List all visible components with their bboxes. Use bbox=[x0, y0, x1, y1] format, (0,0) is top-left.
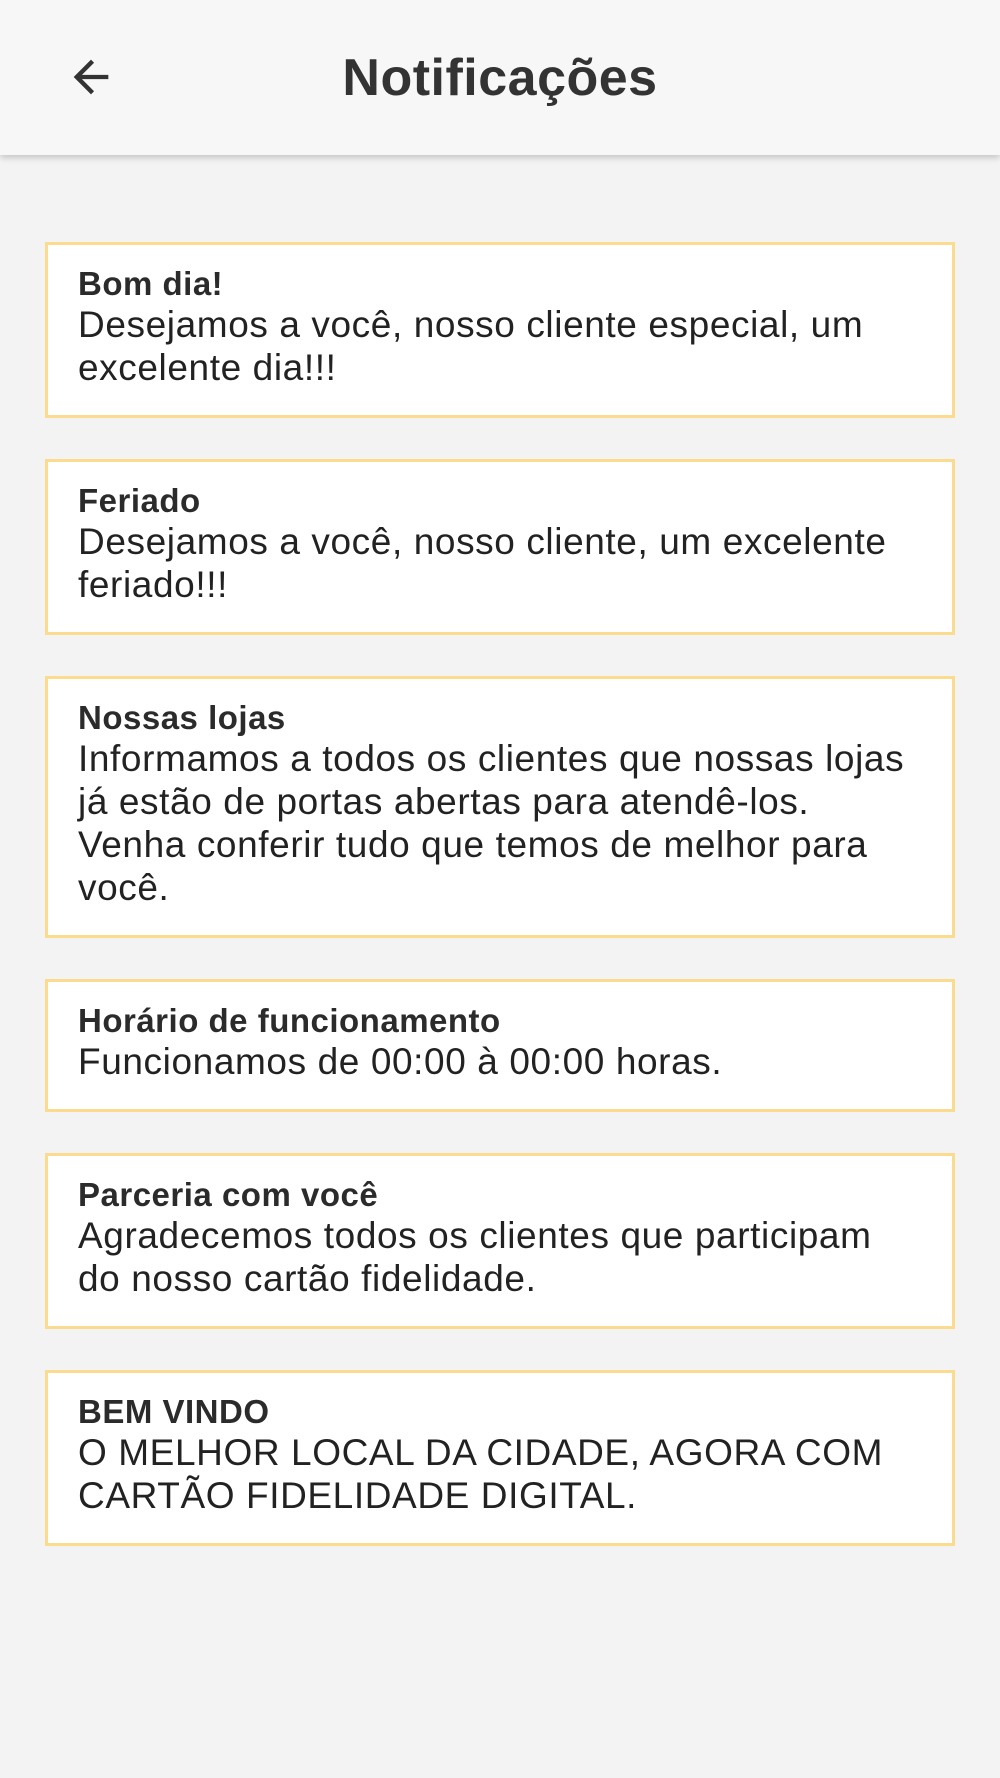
notification-message: Funcionamos de 00:00 à 00:00 horas. bbox=[78, 1041, 723, 1082]
back-button[interactable] bbox=[52, 38, 130, 116]
app-bar bbox=[0, 0, 1000, 155]
notification-title: Nossas lojas bbox=[78, 699, 286, 736]
notification-message: O MELHOR LOCAL DA CIDADE, AGORA COM CARTÃO FIDELIDADE DIGITAL. bbox=[78, 1432, 884, 1516]
notification-title: Parceria com você bbox=[78, 1176, 379, 1213]
notification-list bbox=[45, 242, 955, 1587]
notification-message: Desejamos a você, nosso cliente especial, um excelente dia!!! bbox=[78, 304, 864, 388]
notification-title: Bom dia! bbox=[78, 265, 224, 302]
notification-card-bom-dia[interactable] bbox=[45, 242, 955, 418]
notification-card-feriado[interactable] bbox=[45, 459, 955, 635]
notification-message: Informamos a todos os clientes que nossas lojas já estão de portas abertas para atendê-los. Venha conferir tudo que temos de melhor para você. bbox=[78, 738, 905, 908]
notification-message: Desejamos a você, nosso cliente, um excelente feriado!!! bbox=[78, 521, 887, 605]
notification-card-parceria[interactable] bbox=[45, 1153, 955, 1329]
notification-card-horario[interactable] bbox=[45, 979, 955, 1112]
notification-card-bem-vindo[interactable] bbox=[45, 1370, 955, 1546]
notification-card-nossas-lojas[interactable] bbox=[45, 676, 955, 938]
arrow-left-icon bbox=[65, 51, 117, 103]
notification-title: Horário de funcionamento bbox=[78, 1002, 501, 1039]
notification-message: Agradecemos todos os clientes que participam do nosso cartão fidelidade. bbox=[78, 1215, 872, 1299]
notification-title: Feriado bbox=[78, 482, 201, 519]
notification-title: BEM VINDO bbox=[78, 1393, 270, 1430]
page-title: Notificações bbox=[342, 48, 658, 107]
